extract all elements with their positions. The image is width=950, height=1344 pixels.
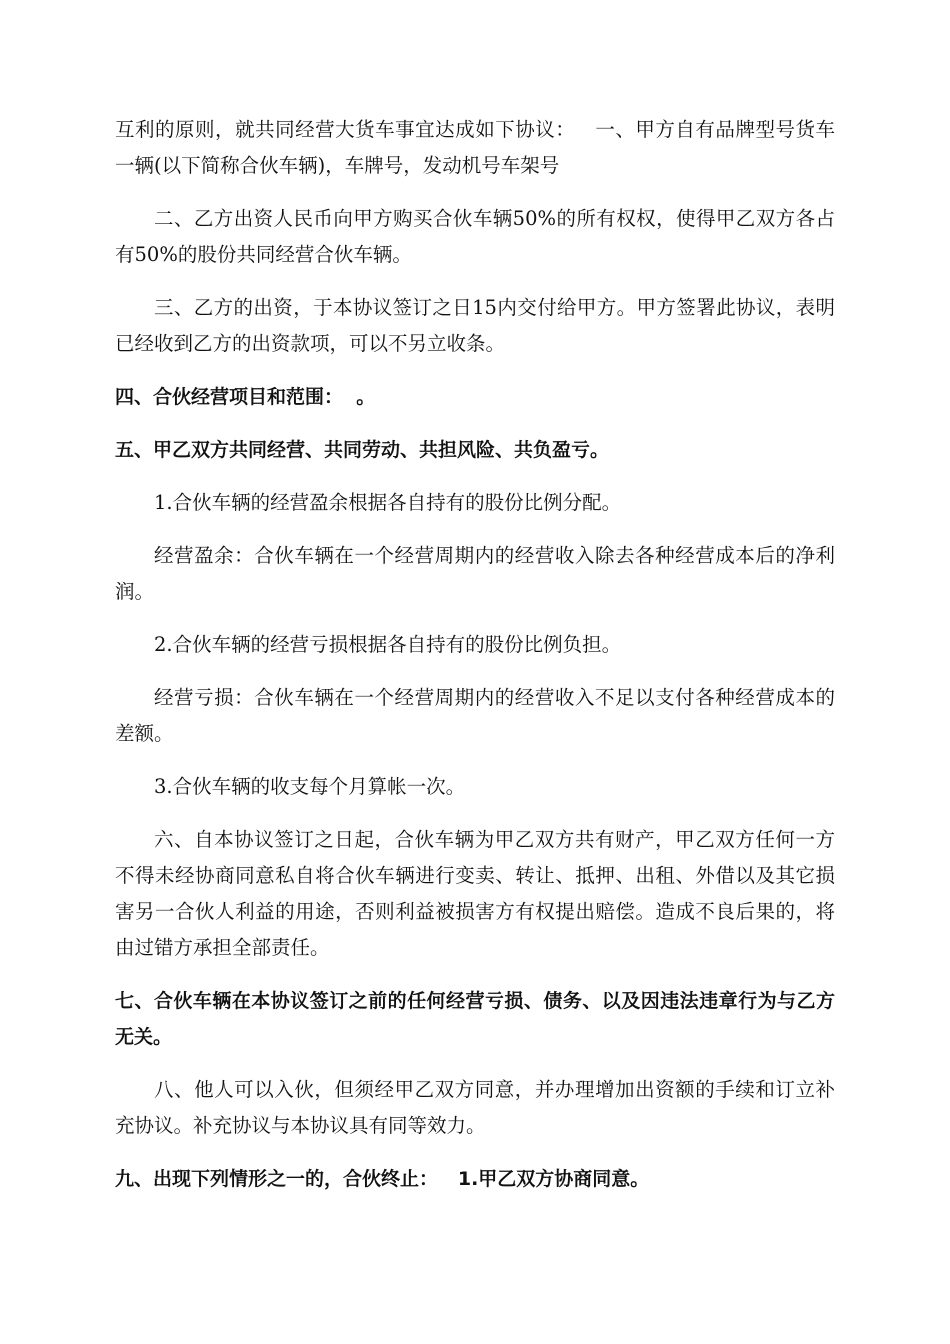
paragraph-clause-5: 五、甲乙双方共同经营、共同劳动、共担风险、共负盈亏。 <box>115 439 610 461</box>
paragraph-clause-6: 六、自本协议签订之日起，合伙车辆为甲乙双方共有财产，甲乙双方任何一方不得未经协商同意私自将合伙车辆进行变卖、转让、抵押、出租、外借以及其它损害另一合伙人利益的用途，否则利益被损害方有权提出赔偿。造成不良后果的，将由过错方承担全部责任。 <box>115 828 835 959</box>
paragraph-item-3: 3.合伙车辆的收支每个月算帐一次。 <box>154 775 466 798</box>
paragraph-clause-3: 三、乙方的出资，于本协议签订之日15内交付给甲方。甲方签署此协议，表明已经收到乙方的出资款项，可以不另立收条。 <box>115 296 835 355</box>
paragraph-intro: 互利的原则，就共同经营大货车事宜达成如下协议： 一、甲方自有品牌型号货车一辆(以下简称合伙车辆)，车牌号，发动机号车架号 <box>115 118 835 177</box>
paragraph-surplus-definition: 经营盈余：合伙车辆在一个经营周期内的经营收入除去各种经营成本后的净利润。 <box>115 544 835 603</box>
paragraph-clause-8: 八、他人可以入伙，但须经甲乙双方同意，并办理增加出资额的手续和订立补充协议。补充协议与本协议具有同等效力。 <box>115 1078 835 1137</box>
document-page <box>115 112 835 1214</box>
paragraph-item-2: 2.合伙车辆的经营亏损根据各自持有的股份比例负担。 <box>154 633 622 656</box>
paragraph-clause-7: 七、合伙车辆在本协议签订之前的任何经营亏损、债务、以及因违法违章行为与乙方无关。 <box>115 990 835 1048</box>
paragraph-item-1: 1.合伙车辆的经营盈余根据各自持有的股份比例分配。 <box>154 491 622 514</box>
paragraph-clause-2: 二、乙方出资人民币向甲方购买合伙车辆50%的所有权权，使得甲乙双方各占有50%的股份共同经营合伙车辆。 <box>115 207 835 266</box>
paragraph-clause-9: 九、出现下列情形之一的，合伙终止： 1.甲乙双方协商同意。 <box>115 1168 650 1190</box>
paragraph-loss-definition: 经营亏损：合伙车辆在一个经营周期内的经营收入不足以支付各种经营成本的差额。 <box>115 686 835 745</box>
paragraph-clause-4: 四、合伙经营项目和范围： 。 <box>115 386 376 408</box>
